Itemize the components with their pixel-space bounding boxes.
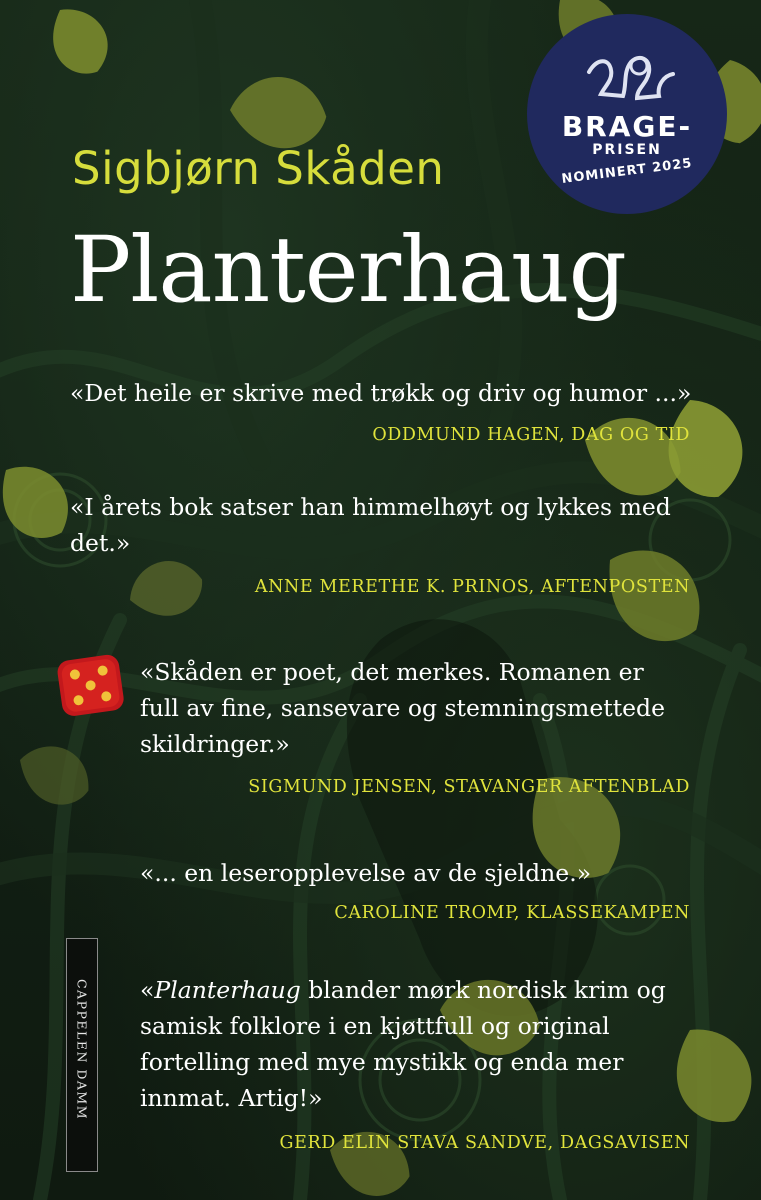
publisher-name: CAPPELEN DAMM — [74, 978, 90, 1121]
review-quote: «I årets bok satser han himmelhøyt og lykkes med det.» — [70, 493, 671, 557]
review-source: ANNE MERETHE K. PRINOS, AFTENPOSTEN — [254, 577, 690, 597]
review-quote — [140, 972, 666, 1116]
review-source: SIGMUND JENSEN, STAVANGER AFTENBLAD — [248, 777, 690, 797]
publisher-logo — [66, 938, 98, 1172]
review-source: GERD ELIN STAVA SANDVE, DAGSAVISEN — [279, 1133, 690, 1153]
badge-title: BRAGE- — [561, 110, 693, 143]
review-quote: «Det heile er skrive med trøkk og driv og humor ...» — [70, 379, 692, 407]
badge-subtitle: PRISEN — [592, 142, 662, 158]
quote-book-title: Planterhaug — [154, 976, 301, 1004]
badge-nomination: NOMINERT 2025 — [560, 156, 694, 187]
review-quote: «Skåden er poet, det merkes. Romanen er full av fine, sansevare og stemningsmettede skildringer.» — [140, 658, 665, 758]
leaf-icon — [39, 3, 119, 81]
leaf-icon — [655, 1020, 761, 1133]
review-source: ODDMUND HAGEN, DAG OG TID — [372, 425, 690, 445]
die-icon — [56, 653, 125, 717]
author-name: Sigbjørn Skåden — [72, 142, 445, 195]
quote-body: blander mørk nordisk krim og samisk folklore i en kjøttfull og original fortelling med mye mystikk og enda mer innmat. Artig!» — [140, 976, 666, 1112]
quote-open-mark: « — [140, 976, 155, 1004]
book-title: Planterhaug — [70, 218, 626, 323]
review-quote: «... en leseropplevelse av de sjeldne.» — [140, 859, 592, 887]
brage-prize-badge — [527, 14, 727, 214]
review-source: CAROLINE TROMP, KLASSEKAMPEN — [334, 903, 690, 923]
